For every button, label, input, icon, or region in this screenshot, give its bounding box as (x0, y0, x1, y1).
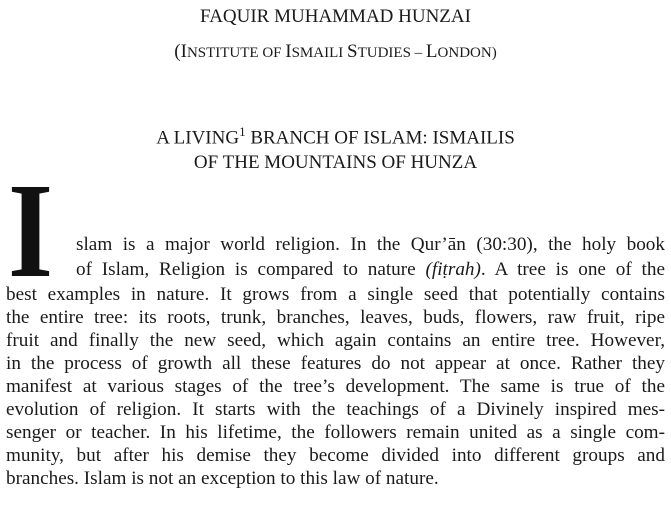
footnote-marker[interactable]: 1 (239, 124, 246, 139)
drop-cap: I (8, 156, 53, 306)
body-line: slam is a major world religion. In the Qur’ān (30:30), the holy book (76, 234, 665, 255)
body-line: of Islam, Religion is compared to nature (fiṭrah). A tree is one of the (76, 259, 665, 280)
body-line: fruit and finally the new seed, which again contains an entire tree. However, (6, 330, 665, 351)
body-line: in the process of growth all these features do not appear at once. Rather they (6, 353, 665, 374)
body-line: senger or teacher. In his lifetime, the followers remain united as a single com- (6, 422, 665, 443)
body-line: munity, but after his demise they become divided into different groups and (6, 445, 665, 466)
article-title-line-1: A LIVING$^1$ BRANCH OF ISLAM: ISMAILIS (156, 124, 515, 149)
body-line: evolution of religion. It starts with the teachings of a Divinely inspired mes- (6, 399, 665, 420)
article-title-line-2: OF THE MOUNTAINS OF HUNZA (193, 152, 478, 173)
author-name: FAQUIR MUHAMMAD HUNZAI (200, 6, 471, 27)
author-affiliation: (INSTITUTE OF ISMAILI STUDIES – LONDON) (174, 41, 497, 62)
body-line: manifest at various stages of the tree’s development. The same is true of the (6, 376, 665, 397)
body-line: branches. Islam is not an exception to this law of nature. (6, 468, 439, 489)
body-line: the entire tree: its roots, trunk, branches, leaves, buds, flowers, raw fruit, ripe (6, 307, 665, 328)
body-line: best examples in nature. It grows from a single seed that potentially contains (6, 284, 665, 305)
